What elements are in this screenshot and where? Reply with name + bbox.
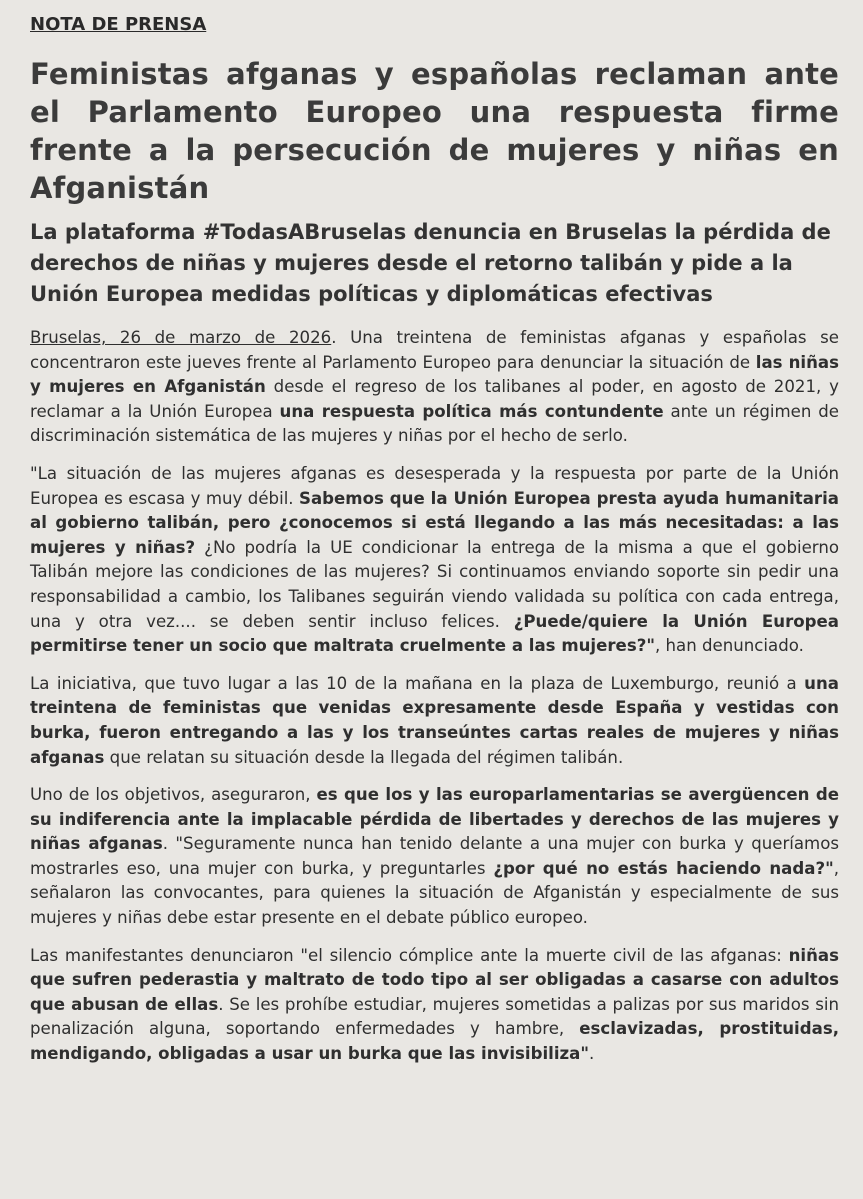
paragraph-emphasis: esclavizadas, prostituidas, mendigando, obligadas a usar un burka que las invisibiliza" [30, 1019, 839, 1064]
paragraph-emphasis: ¿por qué no estás haciendo nada?" [493, 858, 834, 878]
paragraph-emphasis: una respuesta política más contundente [279, 401, 664, 421]
paragraph-1 [30, 326, 839, 449]
paragraph-emphasis: niñas que sufren pederastia y maltrato de todo tipo al ser obligadas a casarse con adultos que abusan de ellas [30, 945, 839, 1014]
paragraph-text: ante un régimen de discriminación sistemática de las mujeres y niñas por el hecho de serlo. [30, 401, 839, 446]
paragraph-emphasis: ¿Puede/quiere la Unión Europea permitirse tener un socio que maltrata cruelmente a las mujeres?" [30, 611, 839, 656]
paragraph-emphasis: es que los y las europarlamentarias se avergüencen de su indiferencia ante la implacable pérdida de libertades y derechos de las mujeres y niñas afganas [30, 785, 839, 854]
paragraph-emphasis: una treintena de feministas que venidas expresamente desde España y vestidas con burka, fueron entregando a las y los transeúntes cartas reales de mujeres y niñas afganas [30, 673, 839, 767]
subheadline: La plataforma #TodasABruselas denuncia en Bruselas la pérdida de derechos de niñas y mujeres desde el retorno talibán y pide a la Unión Europea medidas políticas y diplomáticas efectivas [30, 220, 831, 306]
paragraph-text: , señalaron las convocantes, para quienes la situación de Afganistán y especialmente de sus mujeres y niñas debe estar presente en el debate público europeo. [30, 858, 839, 928]
paragraph-text: . Se les prohíbe estudiar, mujeres sometidas a palizas por sus maridos sin penalización alguna, soportando enfermedades y hambre, [30, 994, 839, 1039]
paragraph-text: desde el regreso de los talibanes al poder, en agosto de 2021, y reclamar a la Unión Europea [30, 377, 839, 421]
paragraph-2 [30, 462, 839, 659]
paragraph-text: "La situación de las mujeres afganas es desesperada y la respuesta por parte de la Unión Europea es escasa y muy débil. [30, 463, 839, 508]
headline: Feministas afganas y españolas reclaman ante el Parlamento Europeo una respuesta firme frente a la persecución de mujeres y niñas en Afganistán [30, 57, 839, 205]
paragraph-text: . "Seguramente nunca han tenido delante a una mujer con burka y queríamos mostrarles eso, una mujer con burka, y preguntarles [30, 834, 840, 878]
paragraph-text: Uno de los objetivos, aseguraron, [30, 785, 317, 805]
paragraph-text: Las manifestantes denunciaron "el silencio cómplice ante la muerte civil de las afganas: [30, 945, 789, 965]
paragraph-3 [30, 672, 839, 770]
paragraph-text: . [589, 1044, 595, 1064]
paragraph-text: ¿No podría la UE condicionar la entrega de la misma a que el gobierno Talibán mejore las condiciones de las mujeres? Si continuamos enviando soporte sin pedir una responsabilidad a cambio, los Talibanes seguirán viendo validada su política con cada entrega, una y otra vez.... se deben sentir incluso felices. [30, 537, 839, 631]
press-release-label: NOTA DE PRENSA [30, 14, 207, 35]
dateline: Bruselas, 26 de marzo de 2026 [30, 328, 332, 347]
paragraph-text: . Una treintena de feministas afganas y españolas se concentraron este jueves frente al Parlamento Europeo para denunciar la situación de [30, 328, 839, 372]
paragraph-emphasis: Sabemos que la Unión Europea presta ayuda humanitaria al gobierno talibán, pero ¿conocemos si está llegando a las más necesitadas: a las mujeres y niñas? [30, 488, 840, 557]
paragraph-text: La iniciativa, que tuvo lugar a las 10 de la mañana en la plaza de Luxemburgo, reunió a [30, 673, 805, 693]
paragraph-emphasis: las niñas y mujeres en Afganistán [30, 352, 840, 397]
paragraph-text: que relatan su situación desde la llegada del régimen talibán. [104, 747, 624, 767]
paragraph-4 [30, 783, 839, 931]
paragraph-text: , han denunciado. [654, 636, 804, 656]
paragraph-5 [30, 944, 839, 1067]
